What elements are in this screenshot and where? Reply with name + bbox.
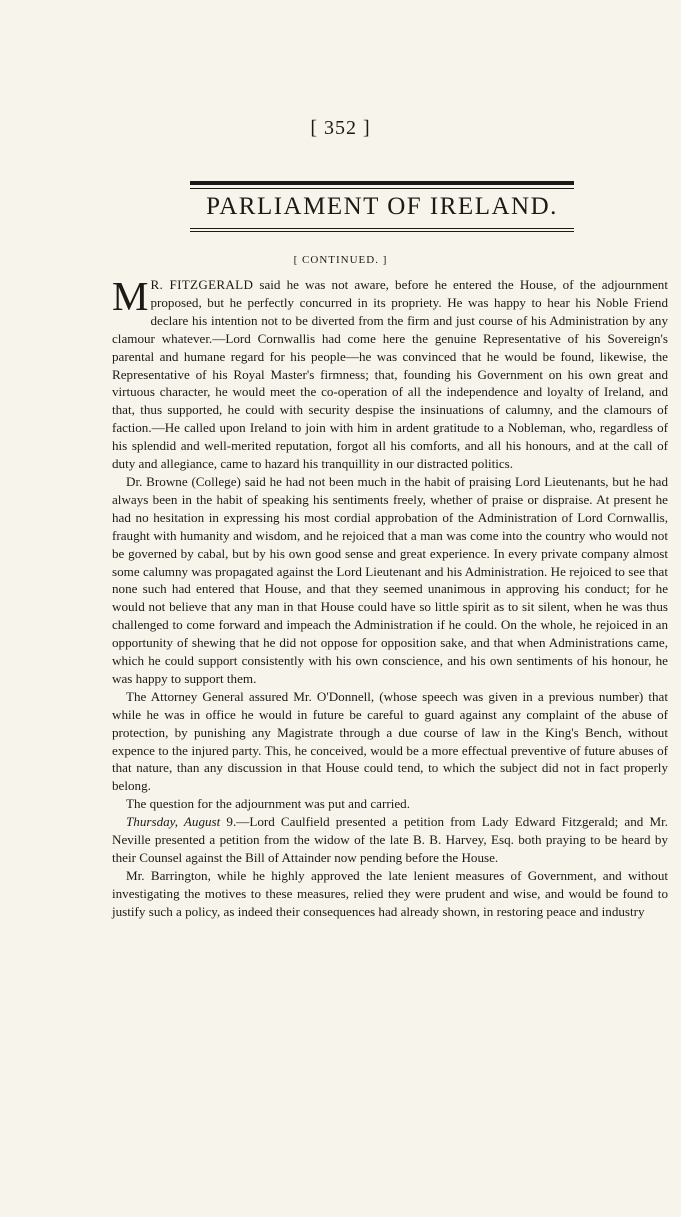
paragraph-text: 9.—Lord Caulfield presented a petition from Lady Edward Fitzgerald; and Mr. Neville presented a petition from the widow of the late B. B. Harvey, Esq. both praying to be heard by their Counsel against the Bill of Attainder now pending before the House. bbox=[112, 814, 669, 865]
paragraph-browne: Dr. Browne (College) said he had not been much in the habit of praising Lord Lieutenants, but he had always been in the habit of speaking his sentiments freely, whether of praise or dispraise. At present he had no hesitation in expressing his most cordial approbation of the Administration of Lord Cornwallis, fraught with humanity and wisdom, and he rejoiced that a man was come into the country who would not be governed by cabal, but by his own good sense and great experience. In every private company almost some calumny was propagated against the Lord Lieutenant and his Administration. He rejoiced to see that none such had entered that House, and that they seemed unanimous in approving his conduct; for he would not believe that any man in that House could have so little spirit as to sit silent, when he was thus challenged to come forward and impeach the Administration if he could. On the whole, he rejoiced in an opportunity of shewing that he did not oppose for opposition sake, and that when Administrations came, which he could support consistently with his own conscience, and his own sentiments of his honour, he was happy to support them. bbox=[112, 473, 668, 686]
paragraph-attorney-general: The Attorney General assured Mr. O'Donnell, (whose speech was given in a previous number) that while he was in office he would in future be careful to guard against any complaint of the abuse of protection, by punishing any Magistrate through a due course of law in the King's Bench, without expence to the injured party. This, he conceived, would be a more effectual preventive of future abuses of that nature, than any discussion in that House could tend, to which the subject did not in fact properly belong. bbox=[112, 688, 668, 794]
article-body bbox=[112, 273, 669, 921]
title-rule-thin-bottom bbox=[190, 228, 574, 229]
paragraph-adjournment: The question for the adjournment was put and carried. bbox=[126, 796, 410, 812]
date-italic: Thursday, August bbox=[126, 814, 221, 830]
title-rule-thin-top bbox=[190, 188, 574, 189]
title-rule-thick bbox=[190, 181, 574, 185]
paragraph-barrington: Mr. Barrington, while he highly approved the late lenient measures of Government, and without investigating the motives to these measures, relied they were prudent and wise, and would be found to justify such a policy, as indeed their consequences had already shown, in restoring peace and industry bbox=[112, 867, 668, 919]
paragraph-text: said he was not aware, before he entered the House, of the adjournment proposed, but he perfectly concurred in its propriety. He was happy to hear his Noble Friend declare his intention not to be diverted from the firm and just course of his Administration by any clamour whatever.—Lord Cornwallis had come here the genuine Representative of his Sovereign's parental and humane regard for his people—he was convinced that he would be found, likewise, the Representative of his Royal Master's firmness; that, founding his Government on his own great and virtuous character, he would meet the co-operation of all the independence and loyalty of Ireland, and that, thus supported, he could with security despise the insinuations of calumny, and the clamours of faction.—He called upon Ireland to join with him in ardent gratitude to a Nobleman, who, regardless of his splendid and well-merited reputation, forgot all his comforts, and all his honours, and at the call of duty and allegiance, came to hazard his tranquillity in our distracted politics. bbox=[112, 277, 668, 472]
drop-cap: M bbox=[112, 273, 149, 319]
title-rule-thin-bottom-second bbox=[190, 231, 574, 232]
speaker-name: R. FITZGERALD bbox=[150, 277, 254, 292]
paragraph-fitzgerald bbox=[112, 273, 668, 473]
page-number: [ 352 ] bbox=[310, 117, 371, 139]
paragraph-thursday bbox=[112, 813, 668, 867]
continued-label: [ CONTINUED. ] bbox=[293, 254, 388, 266]
section-title: PARLIAMENT OF IRELAND. bbox=[206, 193, 558, 220]
